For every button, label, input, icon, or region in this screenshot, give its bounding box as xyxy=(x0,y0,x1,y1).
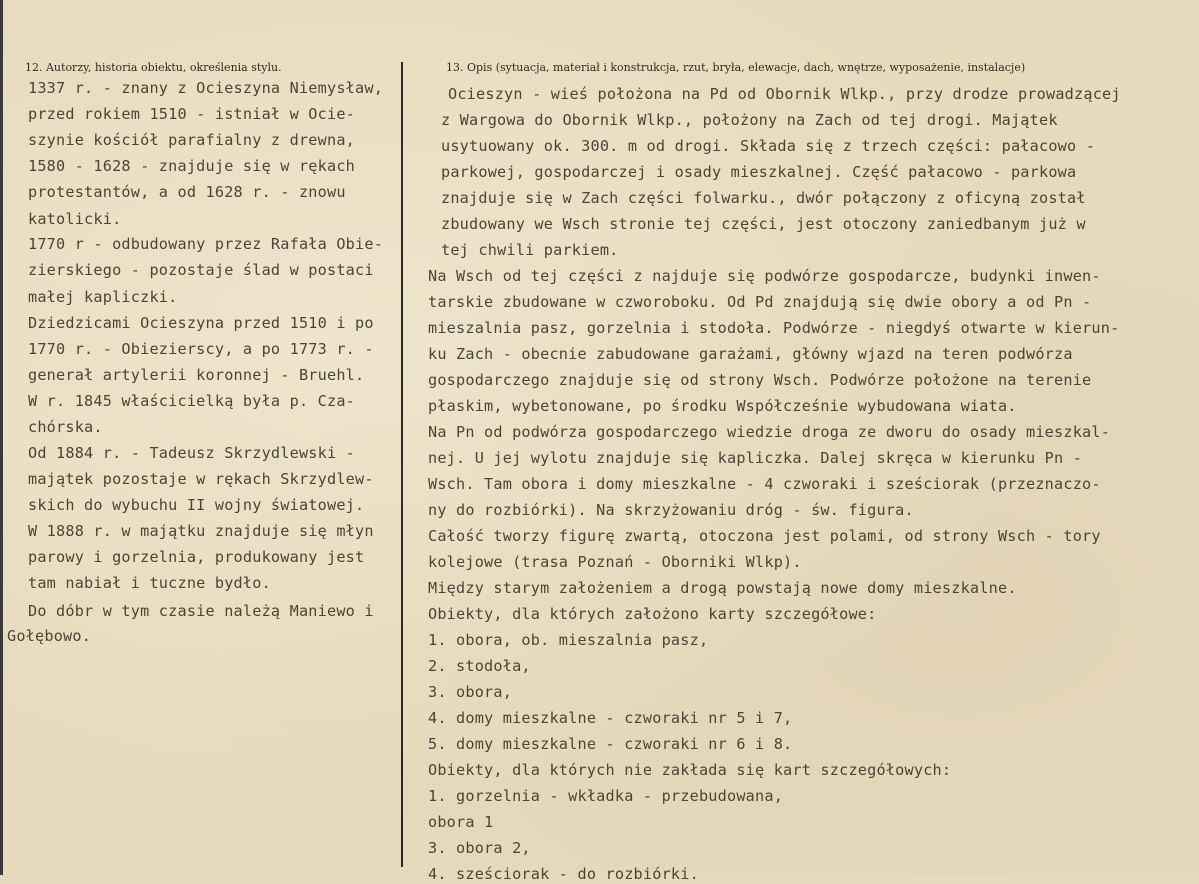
description-text-line: tej chwili parkiem. xyxy=(441,241,619,259)
history-text-line: szynie kościół parafialny z drewna, xyxy=(28,131,356,149)
history-text-line: małej kapliczki. xyxy=(28,288,178,306)
history-text-line: przed rokiem 1510 - istniał w Ocie- xyxy=(28,105,356,123)
description-text-line: 4. sześciorak - do rozbiórki. xyxy=(428,865,699,883)
history-text-line: parowy i gorzelnia, produkowany jest xyxy=(28,548,365,566)
description-text-line: 1. gorzelnia - wkładka - przebudowana, xyxy=(428,787,784,805)
description-text-line: Ocieszyn - wieś położona na Pd od Obornik Wlkp., przy drodze prowadzącej xyxy=(448,85,1121,103)
description-text-line: Obiekty, dla których założono karty szczegółowe: xyxy=(428,605,877,623)
description-text-line: nej. U jej wylotu znajduje się kapliczka. Dalej skręca w kierunku Pn - xyxy=(428,449,1083,467)
description-text-line: z Wargowa do Obornik Wlkp., położony na Zach od tej drogi. Majątek xyxy=(441,111,1058,129)
history-text-line: protestantów, a od 1628 r. - znowu xyxy=(28,183,346,201)
description-text-line: usytuowany ok. 300. m od drogi. Składa się z trzech części: pałacowo - xyxy=(441,137,1096,155)
description-text-line: Wsch. Tam obora i domy mieszkalne - 4 czworaki i sześciorak (przeznaczo- xyxy=(428,475,1101,493)
description-text-line: 1. obora, ob. mieszalnia pasz, xyxy=(428,631,709,649)
description-text-line: Między starym założeniem a drogą powstają nowe domy mieszkalne. xyxy=(428,579,1017,597)
description-text-line: znajduje się w Zach części folwarku., dwór połączony z oficyną został xyxy=(441,189,1086,207)
description-text-line: Obiekty, dla których nie zakłada się kart szczegółowych: xyxy=(428,761,952,779)
history-text-line: Dziedzicami Ocieszyna przed 1510 i po xyxy=(28,314,374,332)
description-text-line: gospodarczego znajduje się od strony Wsch. Podwórze położone na terenie xyxy=(428,371,1092,389)
description-text-line: Na Wsch od tej części z najduje się podwórze gospodarcze, budynki inwen- xyxy=(428,267,1101,285)
history-text xyxy=(7,78,400,645)
section-13-heading: 13. Opis (sytuacja, materiał i konstrukcja, rzut, bryła, elewacje, dach, wnętrze, wyposażenie, instalacje) xyxy=(446,61,1026,74)
history-text-line: skich do wybuchu II wojny światowej. xyxy=(28,496,365,514)
description-text xyxy=(428,84,1173,883)
history-text-line: 1770 r. - Obiezierscy, a po 1773 r. - xyxy=(28,340,374,358)
history-text-line: zierskiego - pozostaje ślad w postaci xyxy=(28,261,374,279)
history-text-line: chórska. xyxy=(28,418,103,436)
description-text-line: obora 1 xyxy=(428,813,494,831)
history-text-line: Do dóbr w tym czasie należą Maniewo i xyxy=(28,602,374,620)
description-text-line: ny do rozbiórki). Na skrzyżowaniu dróg - św. figura. xyxy=(428,501,914,519)
column-divider xyxy=(401,62,403,867)
history-text-line: 1580 - 1628 - znajduje się w rękach xyxy=(28,157,356,175)
description-text-line: mieszalnia pasz, gorzelnia i stodoła. Podwórze - niegdyś otwarte w kierun- xyxy=(428,319,1120,337)
description-text-line: 3. obora 2, xyxy=(428,839,531,857)
history-text-line: Gołębowo. xyxy=(7,627,92,645)
description-text-line: ku Zach - obecnie zabudowane garażami, główny wjazd na teren podwórza xyxy=(428,345,1073,363)
description-text-line: parkowej, gospodarczej i osady mieszkalnej. Część pałacowo - parkowa xyxy=(441,163,1077,181)
description-text-line: płaskim, wybetonowane, po środku Współcześnie wybudowana wiata. xyxy=(428,397,1017,415)
history-text-line: Od 1884 r. - Tadeusz Skrzydlewski - xyxy=(28,444,356,462)
description-text-line: 5. domy mieszkalne - czworaki nr 6 i 8. xyxy=(428,735,793,753)
history-text-line: W 1888 r. w majątku znajduje się młyn xyxy=(28,522,374,540)
description-text-line: zbudowany we Wsch stronie tej części, jest otoczony zaniedbanym już w xyxy=(441,215,1086,233)
description-text-line: 2. stodoła, xyxy=(428,657,531,675)
history-text-line: generał artylerii koronnej - Bruehl. xyxy=(28,366,365,384)
description-text-line: tarskie zbudowane w czworoboku. Od Pd znajdują się dwie obory a od Pn - xyxy=(428,293,1092,311)
description-text-line: kolejowe (trasa Poznań - Oborniki Wlkp). xyxy=(428,553,802,571)
description-text-line: 4. domy mieszkalne - czworaki nr 5 i 7, xyxy=(428,709,793,727)
history-text-line: tam nabiał i tuczne bydło. xyxy=(28,574,271,592)
history-text-line: 1337 r. - znany z Ocieszyna Niemysław, xyxy=(28,79,384,97)
history-text-line: katolicki. xyxy=(28,210,122,228)
history-text-line: 1770 r - odbudowany przez Rafała Obie- xyxy=(28,235,384,253)
history-text-line: W r. 1845 właścicielką była p. Cza- xyxy=(28,392,356,410)
section-12-heading: 12. Autorzy, historia obiektu, określenia stylu. xyxy=(25,61,282,74)
description-text-line: 3. obora, xyxy=(428,683,513,701)
description-text-line: Całość tworzy figurę zwartą, otoczona jest polami, od strony Wsch - tory xyxy=(428,527,1101,545)
history-text-line: majątek pozostaje w rękach Skrzydlew- xyxy=(28,470,374,488)
description-text-line: Na Pn od podwórza gospodarczego wiedzie droga ze dworu do osady mieszkal- xyxy=(428,423,1111,441)
